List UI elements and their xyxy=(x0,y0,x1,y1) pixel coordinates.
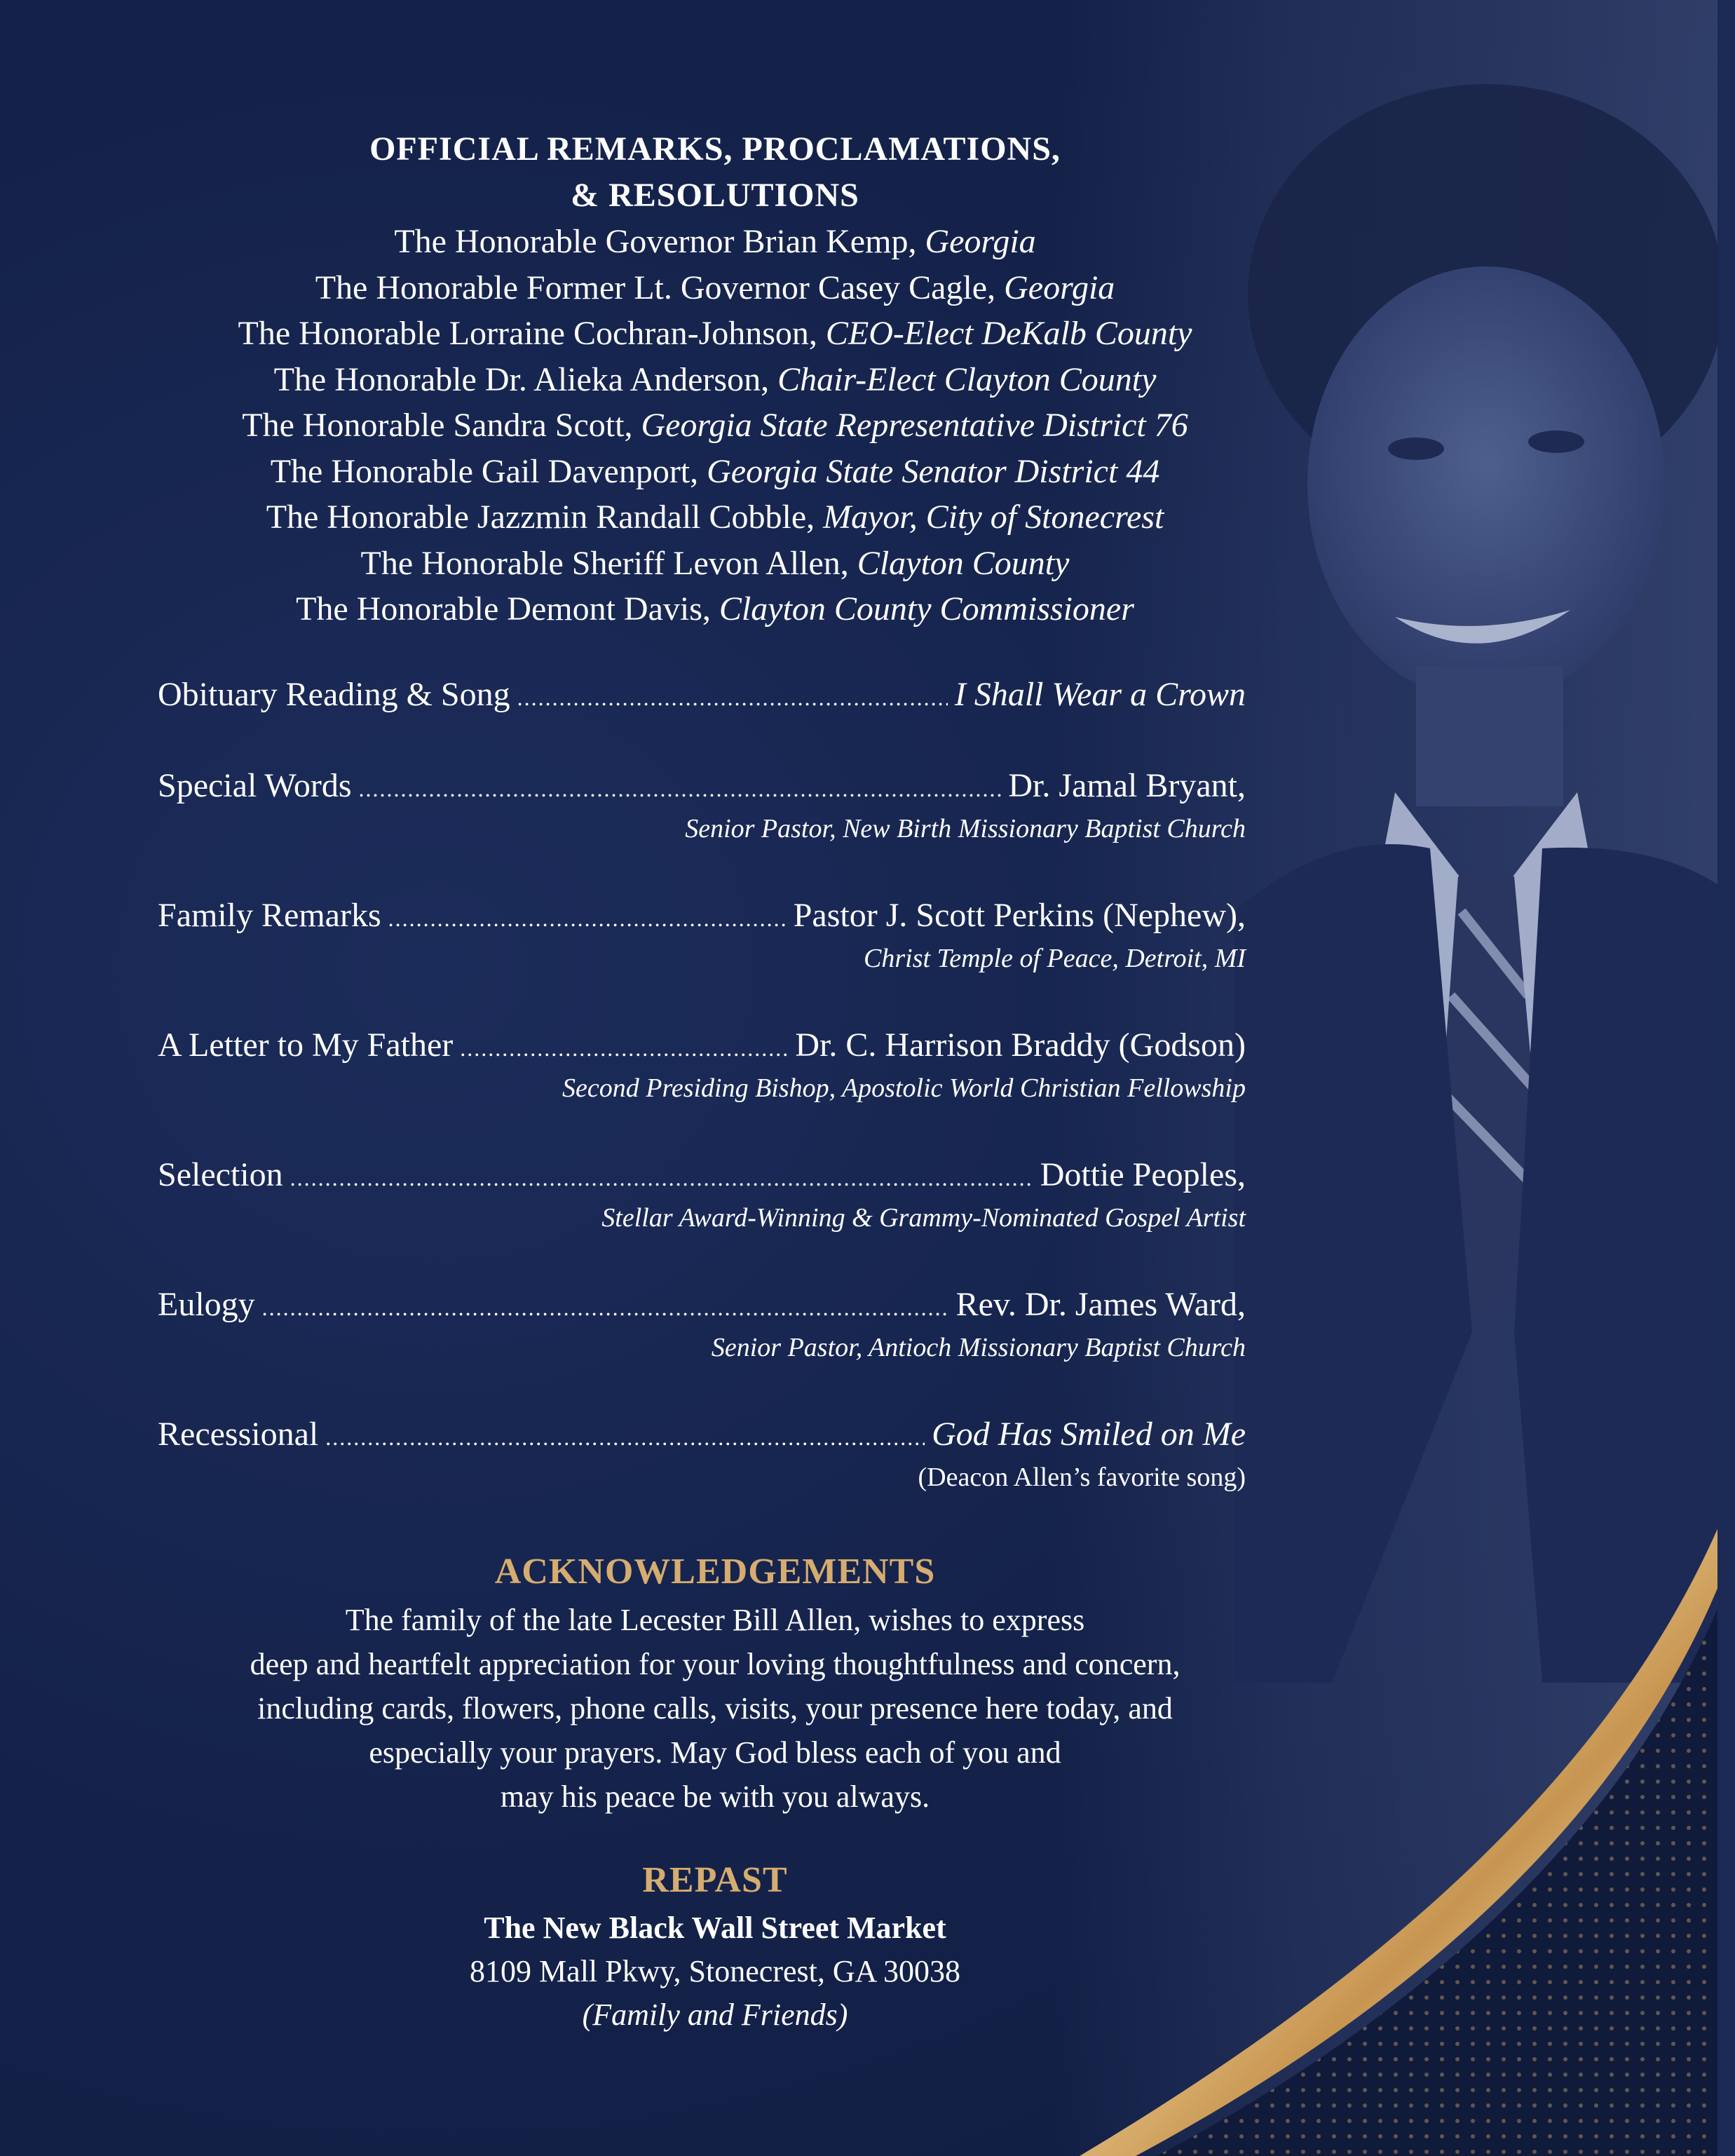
honoree-line: The Honorable Lorraine Cochran-Johnson, CEO-Elect DeKalb County xyxy=(238,315,1192,352)
program-item-subtitle: Second Presiding Bishop, Apostolic World Christian Fellowship xyxy=(562,1073,1246,1103)
program-item-label: Special Words xyxy=(158,767,352,804)
honoree-line: The Honorable Gail Davenport, Georgia State Senator District 44 xyxy=(270,452,1160,490)
dot-leader xyxy=(460,1024,788,1070)
acknowledgements-line: may his peace be with you always. xyxy=(500,1779,930,1814)
program-item-eulogy xyxy=(158,1283,1246,1413)
program-item-value: God Has Smiled on Me xyxy=(932,1416,1246,1453)
program-item-label: Eulogy xyxy=(158,1286,255,1323)
program-item-subtitle: Senior Pastor, New Birth Missionary Baptist Church xyxy=(685,814,1246,843)
dot-leader xyxy=(388,894,787,940)
repast-venue: The New Black Wall Street Market xyxy=(484,1911,946,1945)
dot-leader xyxy=(262,1283,949,1329)
program-item-label: Obituary Reading & Song xyxy=(158,676,510,713)
program-item-value: Rev. Dr. James Ward, xyxy=(955,1286,1246,1323)
honoree-line: The Honorable Governor Brian Kemp, Georgia xyxy=(394,223,1036,260)
honoree-line: The Honorable Jazzmin Randall Cobble, Mayor, City of Stonecrest xyxy=(266,499,1164,536)
repast-heading: REPAST xyxy=(642,1860,788,1900)
program-item-value: Dr. Jamal Bryant, xyxy=(1008,767,1246,804)
dot-leader xyxy=(290,1153,1033,1200)
repast-note: (Family and Friends) xyxy=(582,1998,848,2032)
honoree-line: The Honorable Sandra Scott, Georgia State Representative District 76 xyxy=(242,407,1188,444)
program-item-recessional xyxy=(158,1413,1246,1497)
program-item-subtitle: Senior Pastor, Antioch Missionary Baptist Church xyxy=(711,1333,1246,1362)
honoree-line: The Honorable Dr. Alieka Anderson, Chair-Elect Clayton County xyxy=(273,360,1157,398)
program-item-label: Family Remarks xyxy=(158,897,381,934)
program-item-label: A Letter to My Father xyxy=(158,1026,454,1064)
program-item-selection xyxy=(158,1153,1246,1283)
acknowledgements-section xyxy=(0,1546,1430,1819)
program-item-label: Recessional xyxy=(158,1416,319,1453)
honoree-line: The Honorable Former Lt. Governor Casey Cagle, Georgia xyxy=(315,269,1115,306)
program-item-subtitle: Christ Temple of Peace, Detroit, MI xyxy=(864,944,1246,973)
program-item-letter xyxy=(158,1024,1246,1153)
program-item-subtitle: Stellar Award-Winning & Grammy-Nominated Gospel Artist xyxy=(601,1203,1246,1233)
program-item-obituary xyxy=(158,673,1246,764)
official-remarks-section xyxy=(0,126,1430,632)
acknowledgements-heading: ACKNOWLEDGEMENTS xyxy=(494,1552,936,1592)
repast-address: 8109 Mall Pkwy, Stonecrest, GA 30038 xyxy=(470,1954,960,1988)
acknowledgements-line: especially your prayers. May God bless each of you and xyxy=(369,1735,1061,1770)
acknowledgements-line: including cards, flowers, phone calls, visits, your presence here today, and xyxy=(257,1691,1173,1726)
program-item-value: Pastor J. Scott Perkins (Nephew), xyxy=(793,897,1246,934)
program-item-family-remarks xyxy=(158,894,1246,1024)
section-title-line2: & RESOLUTIONS xyxy=(571,177,859,214)
program-item-value: Dr. C. Harrison Braddy (Godson) xyxy=(795,1026,1246,1064)
program-item-value: Dottie Peoples, xyxy=(1040,1156,1246,1193)
honoree-line: The Honorable Demont Davis, Clayton County Commissioner xyxy=(296,590,1134,628)
repast-section xyxy=(0,1855,1430,2037)
program-item-label: Selection xyxy=(158,1156,283,1193)
honoree-list xyxy=(0,219,1430,632)
dot-leader xyxy=(517,673,948,719)
acknowledgements-line: deep and heartfelt appreciation for your loving thoughtfulness and concern, xyxy=(250,1647,1181,1681)
program-item-special-words xyxy=(158,764,1246,894)
section-title-line1: OFFICIAL REMARKS, PROCLAMATIONS, xyxy=(369,130,1061,168)
program-item-subtitle: (Deacon Allen’s favorite song) xyxy=(918,1463,1246,1492)
honoree-line: The Honorable Sheriff Levon Allen, Clayton County xyxy=(360,544,1070,582)
acknowledgements-line: The family of the late Lecester Bill Allen, wishes to express xyxy=(345,1603,1085,1637)
dot-leader xyxy=(359,764,1002,811)
dot-leader xyxy=(325,1413,925,1459)
program-order xyxy=(158,673,1246,1497)
program-item-value: I Shall Wear a Crown xyxy=(954,676,1246,713)
